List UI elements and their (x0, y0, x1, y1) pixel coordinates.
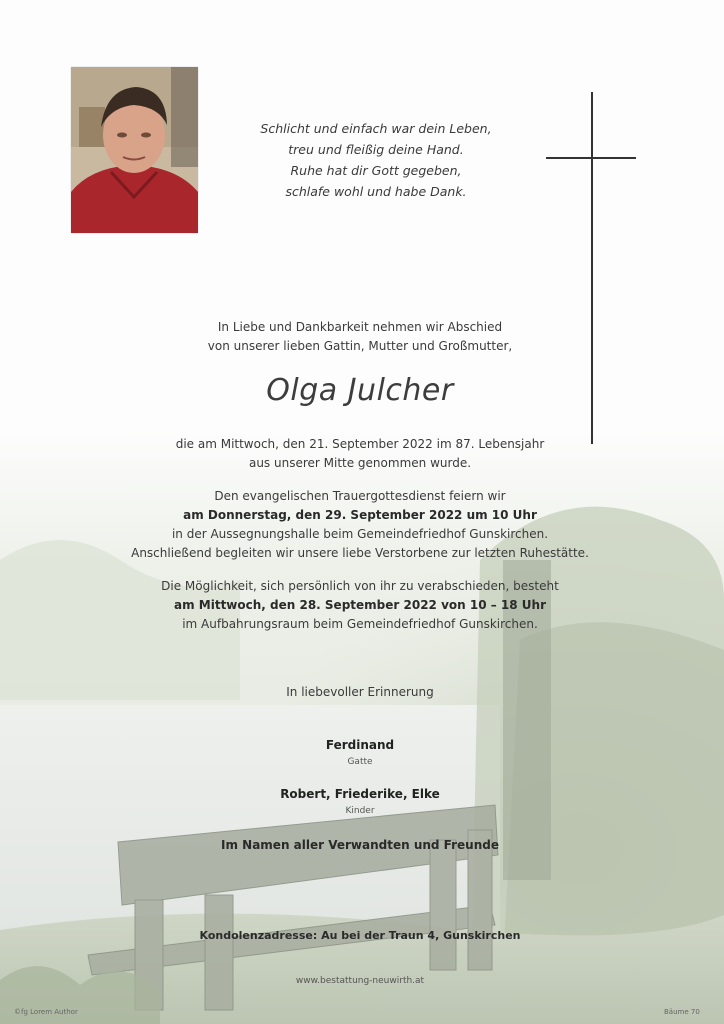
farewell-date: am Mittwoch, den 28. September 2022 von 10 – 18 Uhr (174, 598, 546, 612)
family-member-name: Robert, Friederike, Elke (280, 787, 440, 801)
deceased-name: Olga Julcher (266, 373, 454, 408)
death-info-line: die am Mittwoch, den 21. September 2022 im 87. Lebensjahr (175, 437, 545, 451)
service-line: Anschließend begleiten wir unsere liebe Verstorbene zur letzten Ruhestätte. (131, 546, 589, 560)
farewell-line: Die Möglichkeit, sich persönlich von ihr zu verabschieden, besteht (161, 579, 559, 593)
farewell-line: im Aufbahrungsraum beim Gemeindefriedhof Gunskirchen. (182, 617, 538, 631)
poem-line: Schlicht und einfach war dein Leben, (260, 121, 492, 136)
intro-line: In Liebe und Dankbarkeit nehmen wir Abschied (217, 320, 503, 334)
family-member-role: Gatte (347, 757, 373, 767)
death-info-line: aus unserer Mitte genommen wurde. (248, 456, 472, 470)
poem-verse (224, 118, 528, 202)
family-member (90, 738, 630, 770)
service-line: in der Aussegnungshalle beim Gemeindefriedhof Gunskirchen. (171, 527, 549, 541)
service-date: am Donnerstag, den 29. September 2022 um 10 Uhr (183, 508, 537, 522)
family-member-name: Ferdinand (325, 738, 395, 752)
family-member-role: Kinder (345, 806, 375, 816)
website-link[interactable]: www.bestattung-neuwirth.at (295, 976, 425, 986)
service-info (90, 487, 630, 563)
photo-credit: ©fg Lorem Author (14, 1008, 78, 1016)
poem-line: schlafe wohl und habe Dank. (285, 184, 467, 199)
service-line: Den evangelischen Trauergottesdienst feiern wir (214, 489, 506, 503)
memory-caption: In liebevoller Erinnerung (286, 685, 434, 699)
intro-text (90, 318, 630, 356)
poem-line: treu und fleißig deine Hand. (288, 142, 464, 157)
template-code: Bäume 70 (664, 1008, 700, 1016)
portrait-photo (71, 67, 198, 233)
farewell-info (90, 577, 630, 634)
death-info (90, 435, 630, 473)
family-member (90, 787, 630, 819)
intro-line: von unserer lieben Gattin, Mutter und Großmutter, (207, 339, 513, 353)
condolence-address: Kondolenzadresse: Au bei der Traun 4, Gunskirchen (199, 929, 521, 942)
relatives-line: Im Namen aller Verwandten und Freunde (221, 838, 499, 852)
poem-line: Ruhe hat dir Gott gegeben, (290, 163, 462, 178)
